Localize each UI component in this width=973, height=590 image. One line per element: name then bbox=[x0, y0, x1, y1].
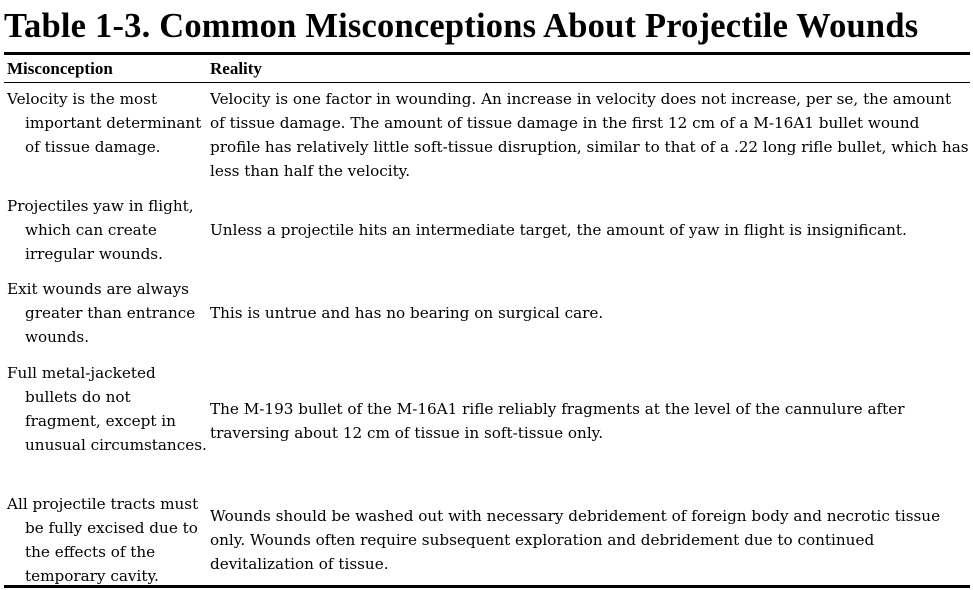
row-2-reality: Unless a projectile hits an intermediate target, the amount of yaw in flight is insignificant. bbox=[210, 221, 907, 239]
table-bottom-rule bbox=[4, 585, 970, 588]
row-4-misconception: Full metal-jacketed bullets do not fragment, except in unusual circumstances. bbox=[7, 364, 207, 454]
row-5-misconception: All projectile tracts must be fully excised due to the effects of the temporary cavity. bbox=[7, 495, 199, 585]
row-3-misconception: Exit wounds are always greater than entrance wounds. bbox=[7, 280, 196, 346]
row-2-misconception: Projectiles yaw in flight, which can create irregular wounds. bbox=[7, 197, 194, 263]
table-title: Table 1-3. Common Misconceptions About Projectile Wounds bbox=[4, 7, 919, 45]
row-4-reality: The M-193 bullet of the M-16A1 rifle reliably fragments at the level of the cannulure after traversing about 12 cm of tissue in soft-tissue only. bbox=[210, 400, 905, 442]
row-1-reality: Velocity is one factor in wounding. An increase in velocity does not increase, per se, the amount of tissue damage. The amount of tissue damage in the first 12 cm of a M-16A1 bullet wound profile has relatively little soft-tissue disruption, similar to that of a .22 long rifle bullet, which has less than half the velocity. bbox=[210, 90, 969, 180]
column-header-reality: Reality bbox=[210, 59, 262, 78]
row-1-misconception: Velocity is the most important determinant of tissue damage. bbox=[7, 90, 202, 156]
column-header-misconception: Misconception bbox=[7, 59, 113, 78]
row-5-reality: Wounds should be washed out with necessary debridement of foreign body and necrotic tissue only. Wounds often require subsequent exploration and debridement due to continued devitalization of tissue. bbox=[210, 507, 941, 573]
table-top-rule bbox=[4, 52, 970, 55]
row-3-reality: This is untrue and has no bearing on surgical care. bbox=[210, 304, 604, 322]
header-divider-rule bbox=[4, 82, 970, 83]
